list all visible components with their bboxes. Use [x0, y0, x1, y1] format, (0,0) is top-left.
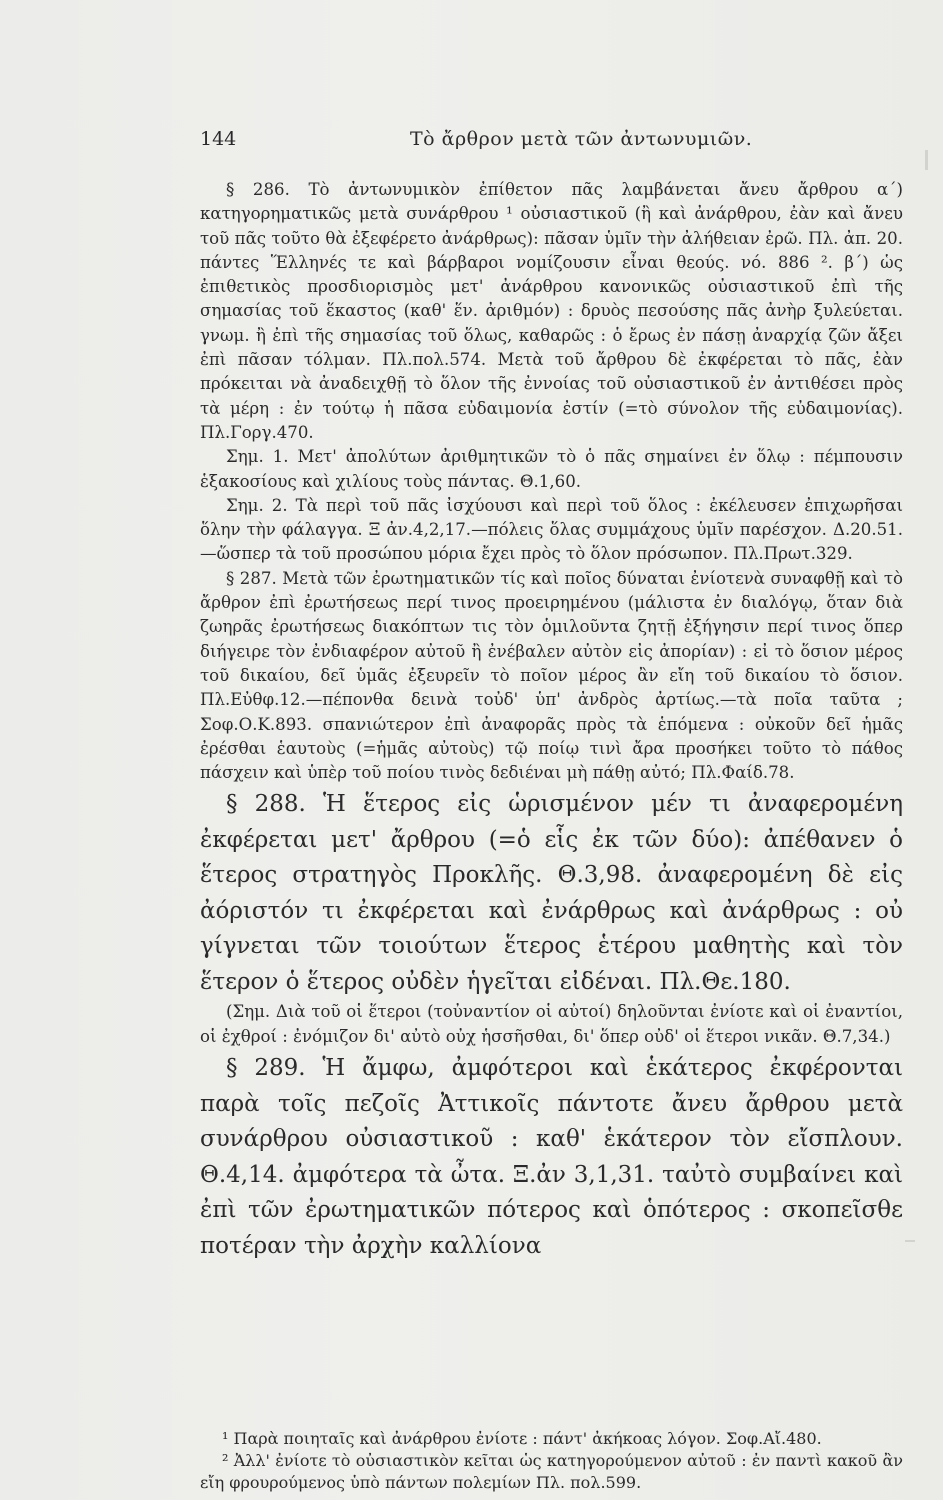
edge-mark	[925, 150, 928, 170]
edge-mark	[905, 1240, 915, 1242]
note-288: (Σημ. Διὰ τοῦ οἱ ἕτεροι (τοὐναντίον οἱ αὐτοί) δηλοῦνται ἐνίοτε καὶ οἱ ἐναντίοι, οἱ ἐχθροί : ἐνόμιζον δι' αὐτὸ οὐχ ἡσσῆσθαι, δι' ὅπερ οὐδ' οἱ ἕτεροι νικᾶν. Θ.7,34.)	[200, 1002, 903, 1046]
footnotes	[200, 1428, 903, 1494]
section-286: § 286. Τὸ ἀντωνυμικὸν ἐπίθετον πᾶς λαμβάνεται ἄνευ ἄρθρου α΄) κατηγορηματικῶς μετὰ συνάρθρου ¹ οὐσιαστικοῦ (ἢ καὶ ἀνάρθρου, ἐὰν καὶ ἄνευ τοῦ πᾶς τοῦτο θὰ ἐξεφέρετο ἀνάρθρως): πᾶσαν ὑμῖν τὴν ἀλήθειαν ἐρῶ. Πλ. ἀπ. 20. πάντες Ἕλληνές τε καὶ βάρβαροι νομίζουσιν εἶναι θεούς. νό. 886 ². β΄) ὡς ἐπιθετικὸς προσδιορισμὸς μετ' ἀνάρθρου κανονικῶς οὐσιαστικοῦ ἐπὶ τῆς σημασίας τοῦ ἕκαστος (καθ' ἕν. ἀριθμόν) : δρυὸς πεσούσης πᾶς ἀνὴρ ξυλεύεται. γνωμ. ἢ ἐπὶ τῆς σημασίας τοῦ ὅλως, καθαρῶς : ὁ ἔρως ἐν πάσῃ ἀναρχίᾳ ζῶν ἄξει ἐπὶ πᾶσαν τόλμαν. Πλ.πολ.574. Μετὰ τοῦ ἄρθρου δὲ ἐκφέρεται τὸ πᾶς, ἐὰν πρόκειται νὰ ἀναδειχθῇ τὸ ὅλον τῆς ἐννοίας τοῦ οὐσιαστικοῦ ἐν ἀντιθέσει πρὸς τὰ μέρη : ἐν τούτῳ ἡ πᾶσα εὐδαιμονία ἐστίν (=τὸ σύνολον τῆς εὐδαιμονίας). Πλ.Γοργ.470.	[200, 180, 903, 442]
running-title: Τὸ ἄρθρον μετὰ τῶν ἀντωνυμιῶν.	[410, 128, 753, 150]
section-287: § 287. Μετὰ τῶν ἐρωτηματικῶν τίς καὶ ποῖος δύναται ἐνίοτενὰ συναφθῇ καὶ τὸ ἄρθρον ἐπὶ ἐρωτήσεως περί τινος προειρημένου (μάλιστα ἐν διαλόγῳ, ὅταν διὰ ζωηρᾶς ἐρωτήσεως διακόπτων τις τὸν ὁμιλοῦντα ζητῇ ἐξήγησιν περί τινος ὅπερ διήγειρε τὸν ἐνδιαφέρον αὐτοῦ ἢ ἐνέβαλεν αὐτὸν εἰς ἀπορίαν) : εἰ τὸ ὅσιον μέρος τοῦ δικαίου, δεῖ ὑμᾶς ἐξευρεῖν τὸ ποῖον μέρος ἂν εἴη τοῦ δικαίου τὸ ὅσιον. Πλ.Εὐθφ.12.—πέπονθα δεινὰ τοὐδ' ὑπ' ἀνδρὸς ἀρτίως.—τὰ ποῖα ταῦτα ; Σοφ.Ο.Κ.893. σπανιώτερον ἐπὶ ἀναφορᾶς πρὸς τὰ ἑπόμενα : οὐκοῦν δεῖ ἡμᾶς ἐρέσθαι ἑαυτοὺς (=ἡμᾶς αὐτοὺς) τῷ ποίῳ τινὶ ἄρα προσήκει τοῦτο τὸ πάθος πάσχειν καὶ ὑπὲρ τοῦ ποίου τινὸς δεδιέναι μὴ πάθῃ αὐτό; Πλ.Φαίδ.78.	[200, 568, 903, 783]
main-text	[200, 178, 903, 1264]
section-289: § 289. Ἡ ἄμφω, ἀμφότεροι καὶ ἑκάτερος ἐκφέρονται παρὰ τοῖς πεζοῖς Ἀττικοῖς πάντοτε ἄνευ ἄρθρου μετὰ συνάρθρου οὐσιαστικοῦ : καθ' ἑκάτερον τὸν εἴσπλουν. Θ.4,14. ἀμφότερα τὰ ὦτα. Ξ.ἀν 3,1,31. ταὐτὸ συμβαίνει καὶ ἐπὶ τῶν ἐρωτηματικῶν πότερος καὶ ὁπότερος : σκοπεῖσθε ποτέραν τὴν ἀρχὴν καλλίονα	[200, 1055, 903, 1259]
note-286-2: Σημ. 2. Τὰ περὶ τοῦ πᾶς ἰσχύουσι καὶ περὶ τοῦ ὅλος : ἐκέλευσεν ἐπιχωρῆσαι ὅλην τὴν φάλαγγα. Ξ ἀν.4,2,17.—πόλεις ὅλας συμμάχους ὑμῖν παρέσχον. Δ.20.51.—ὥσπερ τὰ τοῦ προσώπου μόρια ἔχει πρὸς τὸ ὅλον πρόσωπον. Πλ.Πρωτ.329.	[200, 495, 903, 564]
footnote-2: ² Ἀλλ' ἐνίοτε τὸ οὐσιαστικὸν κεῖται ὡς κατηγορούμενον αὐτοῦ : ἐν παντὶ κακοῦ ἂν εἴη φρουρούμενος ὑπὸ πάντων πολεμίων Πλ. πολ.599.	[200, 1451, 903, 1492]
running-header	[200, 128, 898, 158]
footnote-1: ¹ Παρὰ ποιηταῖς καὶ ἀνάρθρου ἐνίοτε : πάντ' ἀκήκοας λόγον. Σοφ.Αἴ.480.	[222, 1429, 822, 1448]
page-number: 144	[200, 128, 237, 150]
note-286-1: Σημ. 1. Μετ' ἀπολύτων ἀριθμητικῶν τὸ ὁ πᾶς σημαίνει ἐν ὅλῳ : πέμπουσιν ἑξακοσίους καὶ χιλίους τοὺς πάντας. Θ.1,60.	[200, 447, 903, 491]
section-288: § 288. Ἡ ἕτερος εἰς ὡρισμένον μέν τι ἀναφερομένη ἐκφέρεται μετ' ἄρθρου (=ὁ εἷς ἐκ τῶν δύο): ἀπέθανεν ὁ ἕτερος στρατηγὸς Προκλῆς. Θ.3,98. ἀναφερομένη δὲ εἰς ἀόριστόν τι ἐκφέρεται καὶ ἐνάρθρως καὶ ἀνάρθρως : οὐ γίγνεται τῶν τοιούτων ἕτερος ἑτέρου μαθητὴς καὶ τὸν ἕτερον ὁ ἕτερος οὐδὲν ἡγεῖται εἰδέναι. Πλ.Θε.180.	[200, 791, 903, 995]
